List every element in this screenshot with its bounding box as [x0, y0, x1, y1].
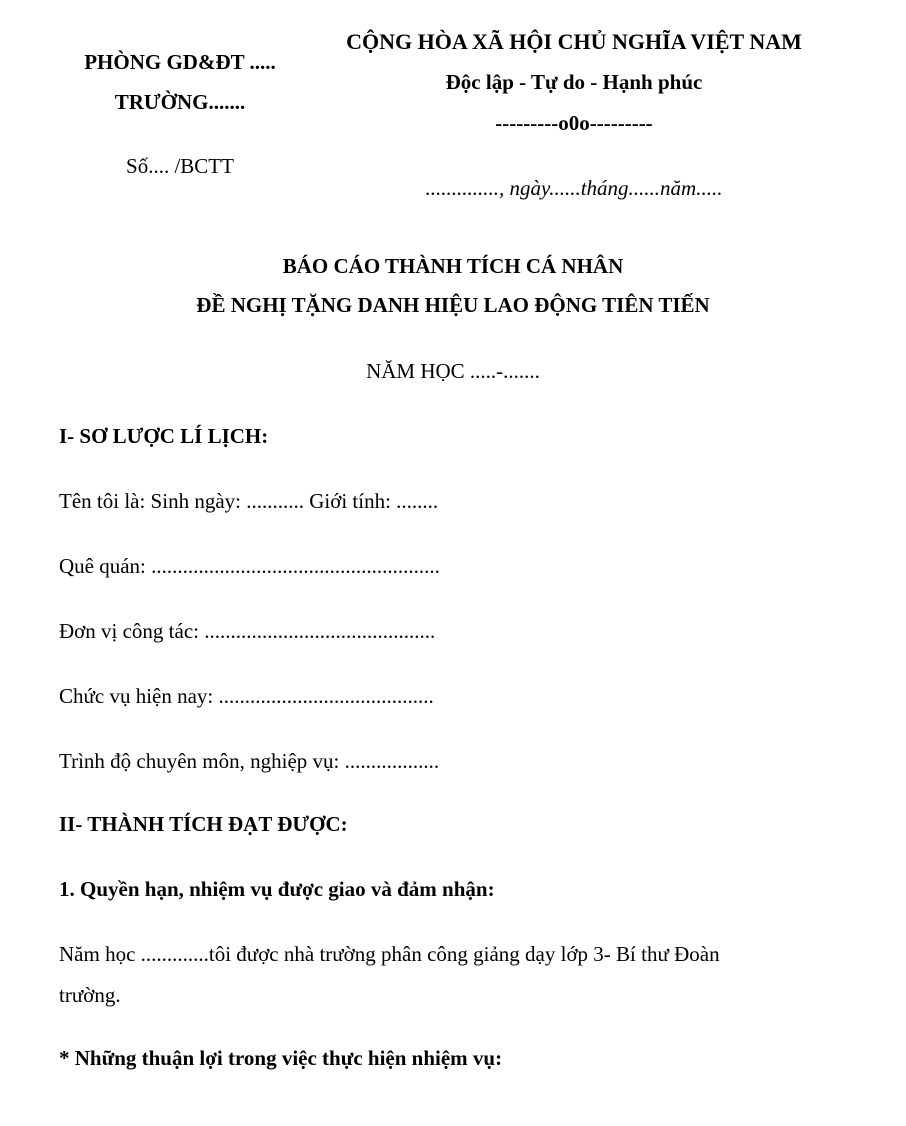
national-motto: Độc lập - Tự do - Hạnh phúc	[445, 70, 703, 94]
section-2-heading: II- THÀNH TÍCH ĐẠT ĐƯỢC:	[59, 812, 348, 836]
duties-heading: 1. Quyền hạn, nhiệm vụ được giao và đảm nhận:	[59, 877, 495, 901]
country-name: CỘNG HÒA XÃ HỘI CHỦ NGHĨA VIỆT NAM	[346, 29, 802, 54]
name-field-line: Tên tôi là: Sinh ngày: ........... Giới tính: ........	[59, 489, 439, 513]
position-field-line: Chức vụ hiện nay: .........................................	[59, 684, 434, 708]
duties-paragraph-line-1: Năm học .............tôi được nhà trường phân công giảng dạy lớp 3- Bí thư Đoàn	[59, 942, 720, 966]
title-line-2: ĐỀ NGHỊ TẶNG DANH HIỆU LAO ĐỘNG TIÊN TIẾN	[196, 293, 710, 317]
section-1-heading: I- SƠ LƯỢC LÍ LỊCH:	[59, 424, 269, 448]
school-name: TRƯỜNG.......	[114, 90, 246, 114]
document-number: Số.... /BCTT	[126, 154, 234, 178]
duties-paragraph-line-2: trường.	[59, 983, 121, 1007]
title-line-1: BÁO CÁO THÀNH TÍCH CÁ NHÂN	[282, 254, 624, 278]
work-unit-field-line: Đơn vị công tác: ............................................	[59, 619, 436, 643]
date-line: .............., ngày......tháng......năm.....	[425, 176, 723, 200]
hometown-field-line: Quê quán: .......................................................	[59, 554, 440, 578]
qualification-field-line: Trình độ chuyên môn, nghiệp vụ: ..................	[59, 749, 440, 773]
advantages-heading: * Những thuận lợi trong việc thực hiện nhiệm vụ:	[59, 1046, 503, 1070]
department-name: PHÒNG GD&ĐT .....	[84, 50, 276, 74]
header-separator: ---------o0o---------	[495, 111, 653, 135]
school-year: NĂM HỌC .....-.......	[366, 359, 540, 383]
